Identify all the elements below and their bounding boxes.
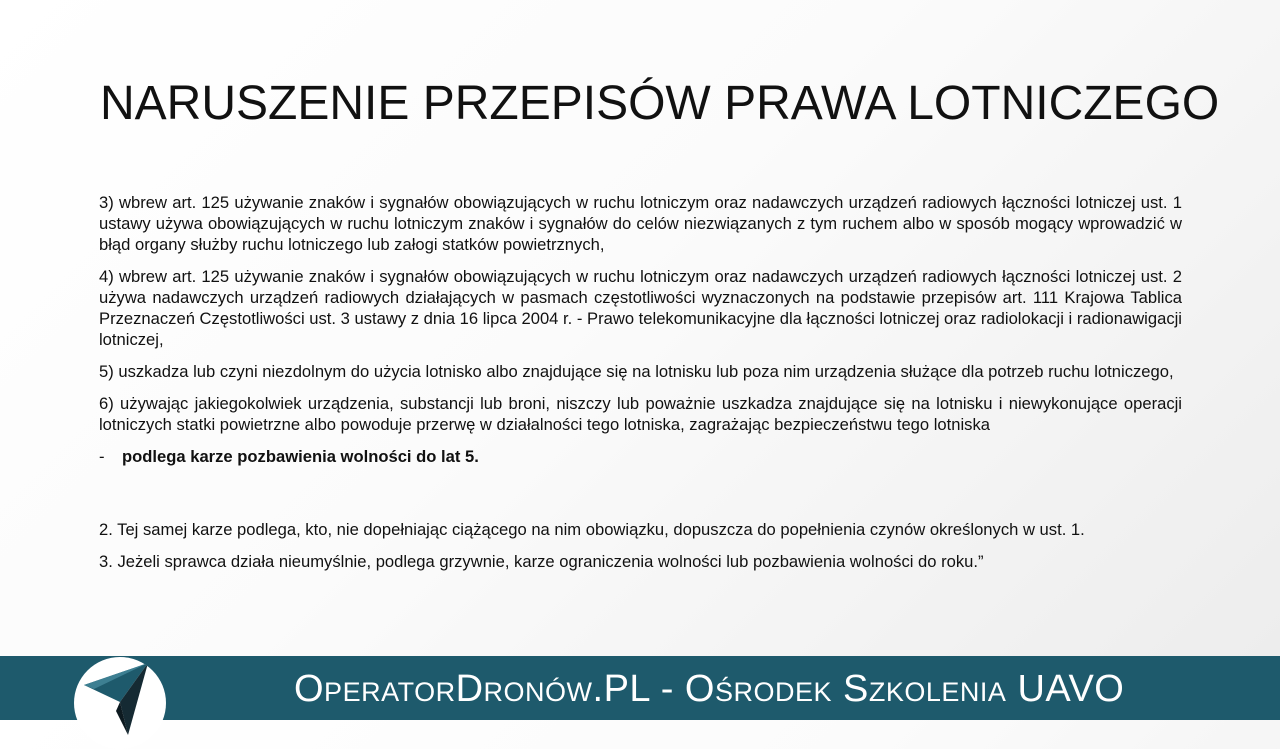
paragraph-point-5: 5) uszkadza lub czyni niezdolnym do użycia lotnisko albo znajdujące się na lotnisku lub poza nim urządzenia służące dla potrzeb ruchu lotniczego, bbox=[99, 362, 1174, 381]
footer-brand-text: OperatorDronów.PL - Ośrodek Szkolenia UAVO bbox=[294, 668, 1125, 710]
spacer bbox=[99, 478, 1182, 519]
penalty-line bbox=[99, 446, 1182, 467]
slide-body bbox=[99, 192, 1182, 583]
paragraph-point-6: 6) używając jakiegokolwiek urządzenia, substancji lub broni, niszczy lub poważnie uszkadza znajdujące się na lotnisku i niewykonujące operacji lotniczych statki powietrzne albo powoduje przerwę w działalności tego lotniska, zagrażając bezpieczeństwu tego lotniska bbox=[99, 394, 1182, 434]
clause-3: 3. Jeżeli sprawca działa nieumyślnie, podlega grzywnie, karze ograniczenia wolności lub pozbawienia wolności do roku.” bbox=[99, 552, 984, 571]
clause-2: 2. Tej samej karze podlega, kto, nie dopełniając ciążącego na nim obowiązku, dopuszcza do popełnienia czynów określonych w ust. 1. bbox=[99, 520, 1085, 539]
paragraph-point-4: 4) wbrew art. 125 używanie znaków i sygnałów obowiązujących w ruchu lotniczym oraz nadawczych urządzeń radiowych łączności lotniczej ust. 2 używa nadawczych urządzeń radiowych działających w pasmach częstotliwości wyznaczonych na podstawie przepisów art. 111 Krajowa Tablica Przeznaczeń Częstotliwości ust. 3 ustawy z dnia 16 lipca 2004 r. - Prawo telekomunikacyjne dla łączności lotniczej oraz radiolokacji i radionawigacji lotniczej, bbox=[99, 267, 1182, 349]
penalty-text: podlega karze pozbawienia wolności do lat 5. bbox=[122, 447, 479, 466]
logo bbox=[74, 657, 166, 749]
slide-title: NARUSZENIE PRZEPISÓW PRAWA LOTNICZEGO bbox=[100, 77, 1220, 130]
paragraph-point-3: 3) wbrew art. 125 używanie znaków i sygnałów obowiązujących w ruchu lotniczym oraz nadawczych urządzeń radiowych łączności lotniczej ust. 1 ustawy używa obowiązujących w ruchu lotniczym znaków i sygnałów do celów niezwiązanych z tym ruchem albo w sposób mogący wprowadzić w błąd organy służby ruchu lotniczego lub załogi statków powietrznych, bbox=[99, 193, 1182, 254]
penalty-dash: - bbox=[99, 447, 105, 466]
paper-plane-icon bbox=[74, 657, 166, 749]
